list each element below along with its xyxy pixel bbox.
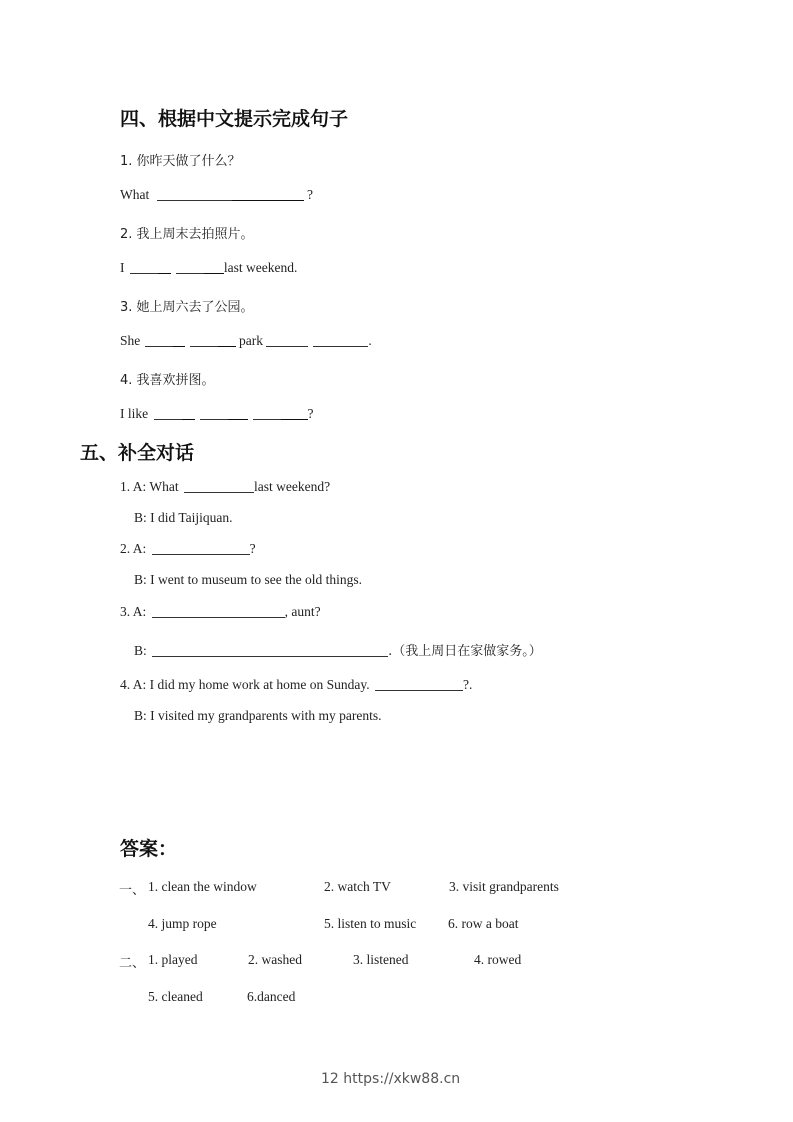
- dialog-1-a: [120, 479, 330, 495]
- dialog-3-b-prefix: B:: [134, 643, 147, 658]
- blank[interactable]: [232, 199, 304, 201]
- dialog-4-a: [120, 677, 472, 693]
- dialog-4-b: B: I visited my grandparents with my parents.: [134, 708, 382, 723]
- s4-answer-line-3: [120, 333, 372, 349]
- s4-line-3-end: .: [368, 333, 372, 348]
- answers-part2-label: 二、: [119, 956, 146, 971]
- answers-title: 答案：: [120, 838, 178, 860]
- answer-1-2: 2. watch TV: [324, 879, 391, 894]
- dialog-2-b: B: I went to museum to see the old things.: [134, 572, 362, 587]
- blank[interactable]: [281, 418, 308, 420]
- blank[interactable]: [176, 272, 204, 274]
- dialog-4-a-prefix: 4. A: I did my home work at home on Sunday.: [120, 677, 370, 692]
- blank[interactable]: [152, 616, 285, 618]
- blank[interactable]: [184, 491, 254, 493]
- dialog-1-a-prefix: 1. A: What: [120, 479, 179, 494]
- answer-2-4: 4. rowed: [474, 952, 522, 967]
- answer-2-2: 2. washed: [248, 952, 302, 967]
- s4-line-1-start: What: [120, 187, 150, 202]
- dialog-1-a-suffix: last weekend?: [254, 479, 331, 494]
- blank[interactable]: [145, 345, 173, 347]
- answer-2-1: 1. played: [148, 952, 198, 967]
- blank[interactable]: [190, 345, 218, 347]
- page-number: 12: [321, 1071, 339, 1087]
- page-footer: [321, 1071, 460, 1087]
- dialog-3-a-suffix: , aunt?: [284, 604, 321, 619]
- blank[interactable]: [130, 272, 158, 274]
- blank[interactable]: [375, 689, 463, 691]
- blank[interactable]: [158, 272, 171, 274]
- s4-prompt-4: 4. 我喜欢拼图。: [120, 373, 215, 388]
- s4-answer-line-2: [120, 260, 297, 276]
- s4-line-1-end: ?: [307, 187, 313, 202]
- answer-2-6: 6.danced: [247, 989, 296, 1004]
- dialog-4-a-suffix: ?.: [462, 677, 473, 692]
- dialog-3-a: [120, 604, 321, 620]
- answer-1-3: 3. visit grandparents: [449, 879, 559, 894]
- s4-line-4-end: ?: [307, 406, 314, 421]
- answer-1-5: 5. listen to music: [324, 916, 417, 931]
- blank[interactable]: [218, 345, 236, 347]
- answer-1-1: 1. clean the window: [148, 879, 257, 894]
- s4-answer-line-4: [120, 406, 314, 422]
- s4-prompt-1: 1. 你昨天做了什么？: [120, 154, 241, 169]
- dialog-3-b: [134, 640, 542, 659]
- s4-line-3-start: She: [120, 333, 141, 348]
- blank[interactable]: [228, 418, 248, 420]
- dialog-2-a: [120, 541, 256, 557]
- blank[interactable]: [173, 345, 185, 347]
- s4-line-2-start: I: [120, 260, 125, 275]
- section-4-title: 四、根据中文提示完成句子: [120, 108, 349, 130]
- blank[interactable]: [200, 418, 228, 420]
- answer-2-5: 5. cleaned: [148, 989, 203, 1004]
- answers-part1-label: 一、: [119, 883, 146, 898]
- s4-line-4-start: I like: [120, 406, 149, 421]
- s4-prompt-2: 2. 我上周末去拍照片。: [120, 227, 254, 242]
- dialog-1-b: B: I did Taijiquan.: [134, 510, 233, 525]
- dialog-2-a-suffix: ?: [249, 541, 256, 556]
- s4-line-3-mid: park: [239, 333, 263, 348]
- dialog-3-a-prefix: 3. A:: [120, 604, 147, 619]
- section-5-title: 五、补全对话: [80, 442, 195, 464]
- blank[interactable]: [152, 655, 388, 657]
- blank[interactable]: [266, 345, 308, 347]
- s4-answer-line-1: [120, 187, 313, 203]
- blank[interactable]: [204, 272, 224, 274]
- blank[interactable]: [152, 553, 250, 555]
- s4-line-2-end: last weekend.: [223, 260, 298, 275]
- blank[interactable]: [253, 418, 281, 420]
- dialog-3-b-suffix: .（我上周日在家做家务。）: [388, 644, 542, 659]
- dialog-2-a-prefix: 2. A:: [120, 541, 147, 556]
- blank[interactable]: [157, 199, 232, 201]
- footer-url[interactable]: https://xkw88.cn: [343, 1071, 461, 1087]
- answer-1-4: 4. jump rope: [148, 916, 217, 931]
- blank[interactable]: [182, 418, 195, 420]
- blank[interactable]: [154, 418, 182, 420]
- blank[interactable]: [313, 345, 368, 347]
- answer-1-6: 6. row a boat: [448, 916, 519, 931]
- s4-prompt-3: 3. 她上周六去了公园。: [120, 300, 254, 315]
- answer-2-3: 3. listened: [353, 952, 409, 967]
